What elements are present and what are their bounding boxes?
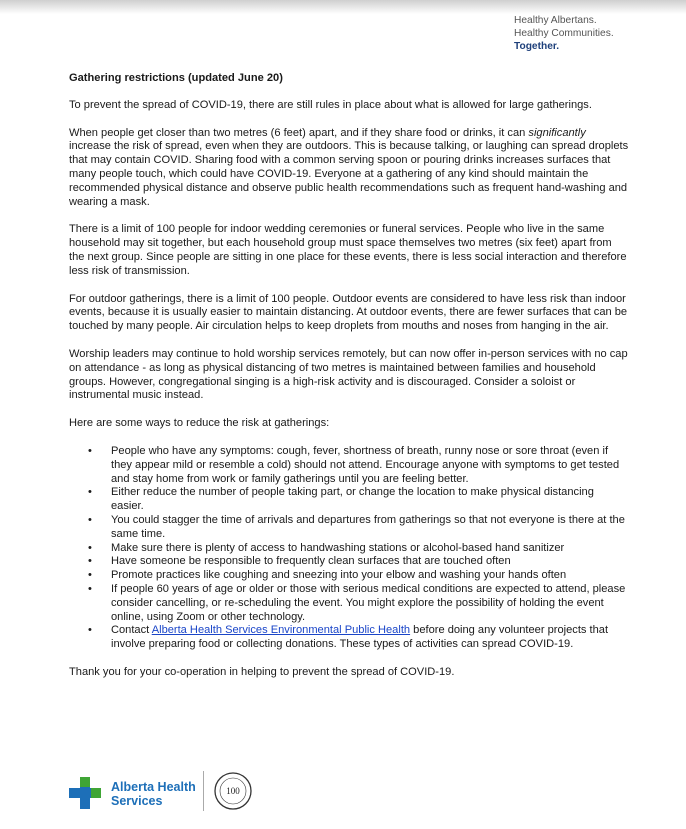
distance-paragraph (69, 127, 629, 210)
document-title: Gathering restrictions (updated June 20) (69, 72, 283, 84)
closing-paragraph: Thank you for your co-operation in helping to prevent the spread of COVID-19. (69, 665, 455, 678)
list-item-text: You could stagger the time of arrivals and departures from gatherings so that not everyone is there at the same time. (111, 513, 625, 540)
list-intro: Here are some ways to reduce the risk at gatherings: (69, 417, 330, 430)
list-item-text: People who have any symptoms: cough, fever, shortness of breath, runny nose or sore throat (even if they appear mild or resemble a cold) should not attend. Encourage anyone with symptoms to get tested and stay home from work or family gatherings until you are feeling better. (111, 444, 620, 485)
page-top-shade (0, 0, 686, 14)
list-item (69, 555, 629, 569)
bullet-icon: • (88, 582, 92, 595)
logo-line-1: Alberta Health (111, 780, 196, 794)
list-item-text-a: Contact (111, 624, 152, 637)
list-item-text: Either reduce the number of people taking part, or change the location to make physical distancing easier. (111, 486, 594, 513)
environmental-public-health-link[interactable]: Alberta Health Services Environmental Public Health (151, 624, 411, 637)
bullet-icon: • (88, 513, 92, 526)
list-item (69, 486, 629, 514)
list-item (69, 569, 629, 583)
header-tagline (514, 14, 614, 53)
footer-divider (203, 771, 204, 811)
list-item (69, 624, 629, 652)
bullet-icon: • (88, 486, 92, 499)
risk-reduction-list (69, 445, 629, 652)
tagline-line-1: Healthy Albertans. (514, 15, 597, 26)
list-item (69, 514, 629, 542)
tagline-line-2: Healthy Communities. (514, 28, 614, 39)
bullet-icon: • (88, 555, 92, 568)
document-body (69, 72, 629, 694)
seal-number: 100 (226, 786, 240, 796)
worship-paragraph: Worship leaders may continue to hold worship services remotely, but can now offer in-person services with no cap on attendance - as long as physical distancing of two metres is maintained between families and household groups. However, congregational singing is a high-risk activity and is discouraged. Consider a soloist or instrumental music instead. (69, 347, 628, 402)
list-item-text: If people 60 years of age or older or those with serious medical conditions are expected to attend, please consider cancelling, or re-scheduling the event. You might explore the possibility of holding the event online, using Zoom or other technology. (111, 582, 626, 623)
list-item-text-b: before doing any volunteer projects that involve preparing food or collecting donations. These types of activities can spread COVID-19. (111, 624, 609, 651)
tagline-line-3: Together. (514, 41, 560, 52)
list-item-text: Make sure there is plenty of access to handwashing stations or alcohol-based hand sanitizer (111, 541, 565, 554)
list-item (69, 542, 629, 556)
logo-line-2: Services (111, 794, 163, 808)
outdoor-paragraph: For outdoor gatherings, there is a limit of 100 people. Outdoor events are considered to have less risk than indoor events, because it is usually easier to maintain distancing. At outdoor events, there are fewer surfaces that can be touched by many people. Air circulation helps to keep droplets from mouths and noses from hanging in the air. (69, 292, 628, 333)
ahs-logo-icon (69, 777, 105, 809)
centennial-seal-icon (213, 771, 253, 811)
intro-paragraph: To prevent the spread of COVID-19, there are still rules in place about what is allowed for large gatherings. (69, 98, 592, 111)
list-item-text: Have someone be responsible to frequently clean surfaces that are touched often (111, 555, 511, 568)
indoor-paragraph: There is a limit of 100 people for indoor wedding ceremonies or funeral services. People who live in the same household may sit together, but each household group must space themselves two metres (six feet) apart from the next group. Since people are sitting in one place for these events, there is less social interaction and therefore less risk of transmission. (69, 223, 627, 277)
ahs-logo-text (111, 780, 196, 808)
distance-emphasis: significantly (528, 126, 586, 139)
list-item (69, 583, 629, 624)
bullet-icon: • (88, 541, 92, 554)
distance-text-b: increase the risk of spread, even when they are outdoors. This is because talking, or laughing can spread droplets that may contain COVID. Sharing food with a common serving spoon or pouring drinks increases surfaces that many people touch, which could have COVID-19. Everyone at a gathering of any kind should maintain the recommended physical distance and observe public health recommendations such as frequent hand-washing and wearing a mask. (69, 140, 629, 208)
list-item (69, 445, 629, 486)
list-item-text: Promote practices like coughing and sneezing into your elbow and washing your hands often (111, 569, 567, 582)
bullet-icon: • (88, 624, 92, 637)
bullet-icon: • (88, 444, 92, 457)
distance-text-a: When people get closer than two metres (6 feet) apart, and if they share food or drinks, it can (69, 126, 529, 139)
bullet-icon: • (88, 569, 92, 582)
